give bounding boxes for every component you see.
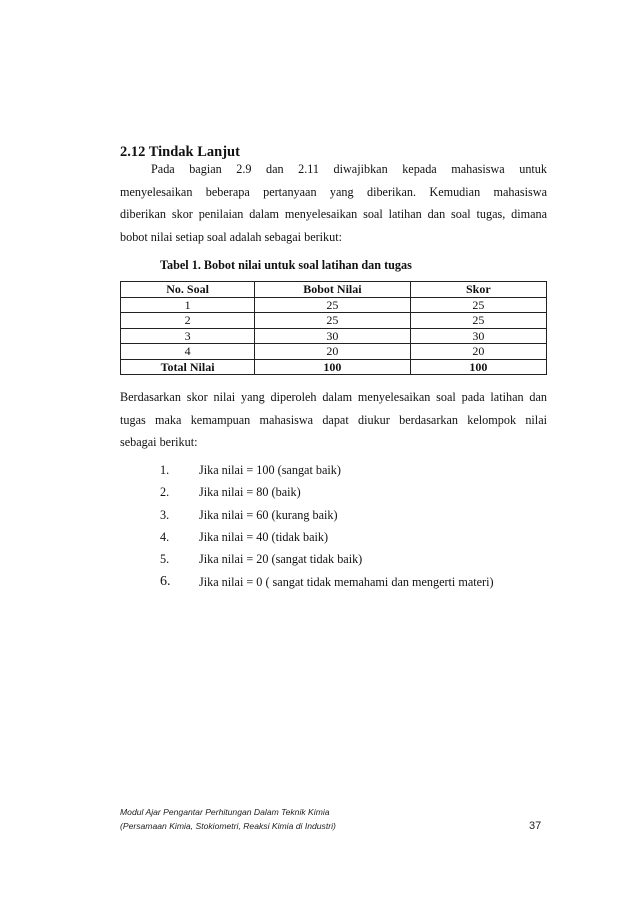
cell-total-label: Total Nilai — [121, 359, 255, 375]
cell-no-soal: 4 — [121, 344, 255, 360]
cell-no-soal: 2 — [121, 313, 255, 329]
criteria-text: Jika nilai = 100 (sangat baik) — [199, 463, 341, 477]
cell-total-bobot: 100 — [255, 359, 410, 375]
table-row — [121, 328, 547, 344]
table-row — [121, 297, 547, 313]
cell-bobot-nilai: 20 — [255, 344, 410, 360]
cell-bobot-nilai: 25 — [255, 297, 410, 313]
header-skor: Skor — [410, 282, 546, 298]
header-bobot-nilai: Bobot Nilai — [255, 282, 410, 298]
paragraph-line: Berdasarkan skor nilai yang diperoleh dalam menyelesaikan soal pada latihan dan — [120, 390, 547, 404]
footer-title: Modul Ajar Pengantar Perhitungan Dalam Teknik Kimia — [120, 807, 330, 817]
header-no-soal: No. Soal — [121, 282, 255, 298]
table-caption: Tabel 1. Bobot nilai untuk soal latihan dan tugas — [160, 258, 412, 272]
paragraph-line: bobot nilai setiap soal adalah sebagai berikut: — [120, 229, 343, 244]
cell-no-soal: 1 — [121, 297, 255, 313]
cell-bobot-nilai: 25 — [255, 313, 410, 329]
page-footer — [120, 805, 336, 833]
cell-bobot-nilai: 30 — [255, 328, 410, 344]
cell-skor: 20 — [410, 344, 546, 360]
criteria-text: Jika nilai = 20 (sangat tidak baik) — [199, 552, 363, 566]
cell-total-skor: 100 — [410, 359, 546, 375]
criteria-number: 5. — [160, 552, 170, 566]
criteria-text: Jika nilai = 60 (kurang baik) — [199, 508, 338, 522]
paragraph-line: menyelesaikan beberapa pertanyaan yang diberikan. Kemudian mahasiswa — [120, 184, 547, 199]
cell-skor: 25 — [410, 313, 546, 329]
paragraph-evaluation — [120, 386, 547, 454]
paragraph-line: diberikan skor penilaian dalam menyelesaikan soal latihan dan soal tugas, dimana — [120, 207, 547, 221]
criteria-text: Jika nilai = 80 (baik) — [199, 485, 301, 499]
criteria-number: 4. — [160, 530, 170, 544]
section-heading: 2.12 Tindak Lanjut — [120, 144, 240, 160]
footer-subtitle: (Persamaan Kimia, Stokiometri, Reaksi Kimia di Industri) — [120, 821, 336, 831]
table-total-row — [121, 359, 547, 375]
paragraph-line: sebagai berikut: — [120, 435, 198, 449]
table-row — [121, 344, 547, 360]
paragraph-line: tugas maka kemampuan mahasiswa dapat diukur berdasarkan kelompok nilai — [120, 412, 547, 427]
cell-no-soal: 3 — [121, 328, 255, 344]
table-row — [121, 313, 547, 329]
criteria-number: 2. — [160, 485, 170, 499]
criteria-number: 3. — [160, 508, 170, 522]
paragraph-line: Pada bagian 2.9 dan 2.11 diwajibkan kepada mahasiswa untuk — [151, 162, 547, 176]
table-header-row — [121, 282, 547, 298]
cell-skor: 30 — [410, 328, 546, 344]
paragraph-intro — [120, 158, 547, 248]
criteria-number: 1. — [160, 463, 170, 477]
criteria-text: Jika nilai = 0 ( sangat tidak memahami dan mengerti materi) — [199, 575, 494, 589]
criteria-text: Jika nilai = 40 (tidak baik) — [199, 530, 329, 544]
criteria-number: 6. — [160, 574, 171, 589]
cell-skor: 25 — [410, 297, 546, 313]
score-weight-table — [120, 281, 547, 375]
page-number: 37 — [529, 820, 542, 832]
